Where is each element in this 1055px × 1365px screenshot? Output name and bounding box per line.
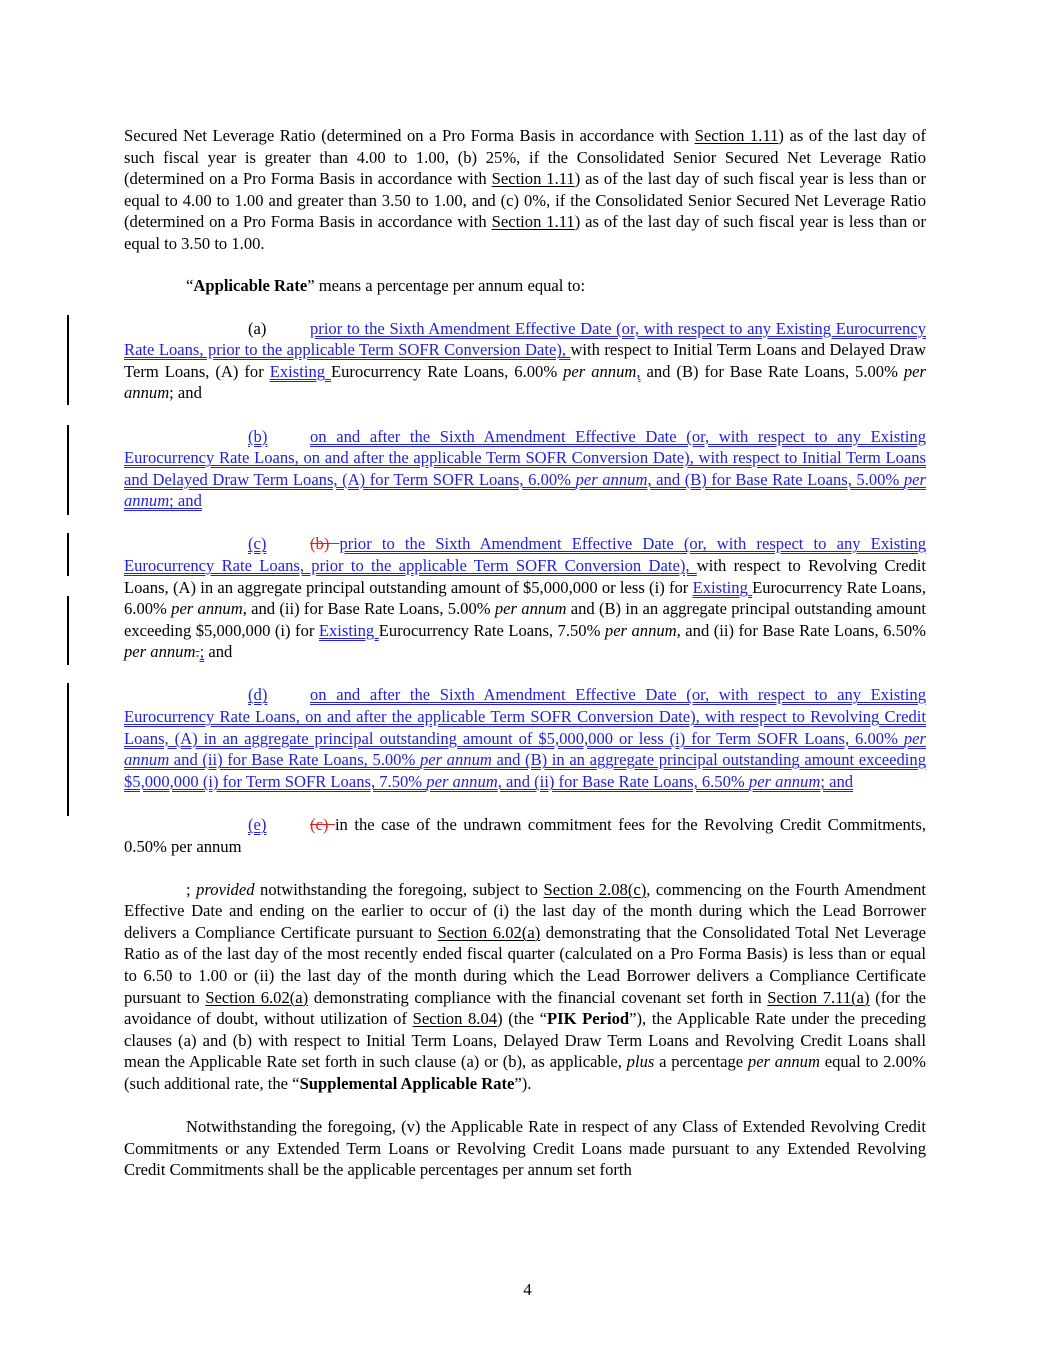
section-reference[interactable]: Section 6.02(a) — [437, 922, 541, 942]
inserted-text: prior to the Sixth Amendment Effective Date (or, with respect to any Existing Eurocurrency Rate Loans, prior to the applicable Term SOFR Conversion Date), — [124, 318, 926, 360]
text: and — [204, 642, 233, 662]
text: Secured Net Leverage Ratio (determined on a Pro Forma Basis in accordance with — [124, 126, 695, 145]
text: a percentage — [654, 1052, 748, 1072]
definition-applicable-rate — [124, 275, 926, 297]
paragraph-notwithstanding — [124, 1116, 926, 1181]
inserted-text — [124, 685, 926, 790]
deleted-text: (b) — [310, 534, 340, 554]
paragraph-leverage-ratio — [124, 125, 926, 255]
text: ) (the “ — [497, 1009, 548, 1029]
section-reference[interactable]: Section 1.11 — [491, 169, 575, 189]
text: Eurocurrency Rate Loans, 7.50% — [378, 620, 605, 640]
text: ; and — [169, 383, 202, 403]
clause-label: (b) — [248, 426, 268, 446]
italic-text: per annum — [748, 771, 821, 791]
inserted-text: , — [636, 361, 641, 381]
italic-text: per annum — [563, 361, 637, 381]
inserted-text — [124, 427, 926, 511]
text: ) as of the last day of such fiscal year is less than or equal to 3.50 to 1.00. — [124, 212, 926, 253]
defined-term: PIK Period — [547, 1009, 630, 1029]
text: , and (ii) for Base Rate Loans, 5.00% — [242, 599, 495, 619]
defined-term: Supplemental Applicable Rate — [299, 1073, 515, 1093]
text: ) as of the last day of such fiscal year is greater than 4.00 to 1.00, (b) 25%, if the Consolidated Senior Secured Net Leverage Ratio (determined on a Pro Forma Basis in accordance with — [124, 126, 926, 189]
change-bar — [67, 683, 69, 816]
italic-text: per annum — [124, 361, 926, 403]
clause-label: (d) — [248, 685, 268, 705]
text: and (B) for Base Rate Loans, 5.00% — [640, 361, 904, 381]
text: on and after the Sixth Amendment Effective Date (or, with respect to any Existing Eurocurrency Rate Loans, on and after the applicable Term SOFR Conversion Date), with respect to Revolving Credit Loans, (A) in an aggregate principal outstanding amount of $5,000,000 or less (i) for Term SOFR Loans, 6.00% — [124, 685, 926, 748]
text: “ — [186, 275, 194, 295]
deleted-text: (c) — [310, 814, 335, 834]
italic-text: per annum — [124, 642, 196, 662]
defined-term: Applicable Rate — [193, 275, 308, 295]
text: with respect to Initial Term Loans and Delayed Draw Term Loans, (A) for — [124, 340, 926, 381]
italic-text: per annum — [604, 620, 677, 640]
section-reference[interactable]: Section 2.08(c) — [543, 879, 647, 899]
clause-e — [124, 814, 926, 857]
section-reference[interactable]: Section 1.11 — [694, 126, 779, 145]
clause-label: (c) — [248, 534, 267, 554]
section-reference[interactable]: Section 6.02(a) — [205, 987, 309, 1007]
page-number: 4 — [523, 1280, 532, 1299]
text: demonstrating compliance with the financial covenant set forth in — [308, 987, 768, 1007]
text: Eurocurrency Rate Loans, 6.00% — [331, 361, 564, 381]
italic-text: per annum — [575, 469, 648, 489]
inserted-text: Existing — [269, 361, 331, 381]
clause-label: (a) — [248, 318, 267, 338]
text: (for the avoidance of doubt, without utilization of — [124, 987, 926, 1029]
clause-c — [124, 533, 926, 663]
inserted-text: prior to the Sixth Amendment Effective Date (or, with respect to any Existing Eurocurrency Rate Loans, prior to the applicable Term SOFR Conversion Date), — [124, 534, 926, 575]
italic-text: per annum — [426, 771, 498, 791]
change-bar — [67, 596, 69, 665]
text: , commencing on the Fourth Amendment Effective Date and ending on the earlier to occur of (i) the last day of the month during which the Lead Borrower delivers a Compliance Certificate pursuant to — [124, 879, 926, 942]
text: with respect to Revolving Credit Loans, (A) in an aggregate principal outstanding amount of $5,000,000 or less (i) for — [124, 556, 926, 597]
text: equal to 2.00% (such additional rate, the “ — [124, 1052, 926, 1093]
text: , and (B) for Base Rate Loans, 5.00% — [647, 469, 904, 489]
clause-label: (e) — [248, 814, 267, 834]
inserted-text: Existing — [318, 620, 379, 640]
text: ; and — [169, 491, 202, 511]
text: demonstrating that the Consolidated Total Net Leverage Ratio as of the last day of the most recently ended fiscal quarter (calculated on a Pro Forma Basis) is less than or equal to 6.50 to 1.00 or (ii) the last day of the month during which the Lead Borrower delivers a Compliance Certificate pursuant to — [124, 922, 926, 1007]
text: , and (ii) for Base Rate Loans, 6.50% — [497, 771, 749, 791]
text: on and after the Sixth Amendment Effective Date (or, with respect to any Existing Eurocurrency Rate Loans, on and after the applicable Term SOFR Conversion Date), with respect to Initial Term Loans and Delayed Draw Term Loans, (A) for Term SOFR Loans, 6.00% — [124, 426, 926, 489]
text: Eurocurrency Rate Loans, 6.00% — [124, 577, 927, 619]
section-reference[interactable]: Section 7.11(a) — [767, 987, 870, 1007]
change-bar — [67, 425, 69, 515]
text: ; — [186, 879, 197, 899]
italic-text: per annum — [124, 728, 926, 770]
text: and (B) in an aggregate principal outstanding amount exceeding $5,000,000 (i) for Term SOFR Loans, 7.50% — [124, 750, 927, 791]
text: ; and — [820, 771, 854, 791]
deleted-text: . — [195, 642, 200, 662]
italic-text: per annum — [124, 469, 926, 511]
clause-b — [124, 426, 926, 512]
text: notwithstanding the foregoing, subject to — [254, 879, 544, 899]
text: ” means a percentage per annum equal to: — [307, 275, 586, 295]
inserted-text: ; — [199, 642, 205, 662]
clause-a — [124, 318, 926, 404]
italic-text: per annum — [419, 750, 492, 770]
inserted-text: Existing — [692, 577, 753, 597]
change-bar — [67, 533, 69, 576]
italic-text: per annum — [747, 1052, 820, 1072]
italic-text: per annum — [494, 599, 567, 619]
text: and (B) in an aggregate principal outstanding amount exceeding $5,000,000 (i) for — [124, 599, 926, 640]
text: and (ii) for Base Rate Loans, 5.00% — [169, 750, 420, 770]
text: Notwithstanding the foregoing, (v) the Applicable Rate in respect of any Class of Extended Revolving Credit Commitments or any Extended Term Loans or Revolving Credit Loans made pursuant to any Extended Revolving Credit Commitments shall be the applicable percentages per annum set forth — [124, 1117, 926, 1180]
italic-text: per annum — [171, 599, 243, 619]
document-page — [124, 125, 926, 1202]
section-reference[interactable]: Section 1.11 — [491, 212, 575, 232]
text: in the case of the undrawn commitment fees for the Revolving Credit Commitments, 0.50% per annum — [124, 814, 926, 856]
text: ”). — [514, 1073, 532, 1093]
section-reference[interactable]: Section 8.04 — [412, 1009, 498, 1029]
italic-text: plus — [626, 1052, 655, 1072]
text: ”), the Applicable Rate under the preceding clauses (a) and (b) with respect to Initial Term Loans, Delayed Draw Term Loans and Revolving Credit Loans shall mean the Applicable Rate set forth in such clause (a) or (b), as applicable, — [124, 1009, 927, 1072]
italic-text: provided — [196, 879, 255, 899]
paragraph-provided — [124, 879, 926, 1095]
clause-d — [124, 684, 926, 792]
text: , and (ii) for Base Rate Loans, 6.50% — [676, 620, 927, 640]
change-bar — [67, 315, 69, 405]
text: ) as of the last day of such fiscal year is less than or equal to 4.00 to 1.00 and greater than 3.50 to 1.00, and (c) 0%, if the Consolidated Senior Secured Net Leverage Ratio (determined on a Pro Forma Basis in accordance with — [124, 169, 926, 232]
